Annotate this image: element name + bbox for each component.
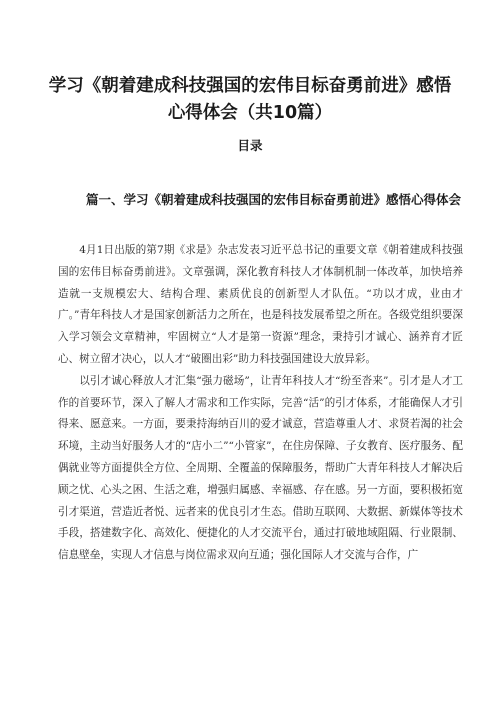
document-title: 学习《朝着建成科技强国的宏伟目标奋勇前进》感悟心得体会（共10篇） [48, 76, 452, 123]
body-text [58, 240, 463, 567]
paragraph: 4月1日出版的第7期《求是》杂志发表习近平总书记的重要文章《朝着建成科技强国的宏伟目标奋勇前进》。文章强调，深化教育科技人才体制机制一体改革，加快培养造就一支规模宏大、结构合理、素质优良的创新型人才队伍。“功以才成，业由才广。”青年科技人才是国家创新活力之所在，也是科技发展希望之所在。各级党组织要深入学习领会文章精神，牢固树立“人才是第一资源”理念，秉持引才诚心、涵养育才匠心、树立留才决心，以人才“破圈出彩”助力科技强国建设大放异彩。 [58, 244, 463, 365]
paragraph: 以引才诚心释放人才汇集“强力磁场”，让青年科技人才“纷至沓来”。引才是人才工作的首要环节，深入了解人才需求和工作实际，完善“活”的引才体系，才能确保人才引得来、愿意来。一方面，要秉持海纳百川的爱才诚意，营造尊重人才、求贤若渴的社会环境，主动当好服务人才的“店小二”“小管家”，在住房保障、子女教育、医疗服务、配偶就业等方面提供全方位、全周期、全覆盖的保障服务，帮助广大青年科技人才解决后顾之忧、心头之困、生活之难，增强归属感、幸福感、存在感。另一方面，要积极拓宽引才渠道，营造近者悦、远者来的优良引才生态。借助互联网、大数据、新媒体等技术手段，搭建数字化、高效化、便捷化的人才交流平台，通过打破地域阻隔、行业限制、信息壁垒，实现人才信息与岗位需求双向互通；强化国际人才交流与合作，广 [58, 374, 463, 562]
section-heading: 篇一、学习《朝着建成科技强国的宏伟目标奋勇前进》感悟心得体会 [86, 192, 462, 207]
toc-heading: 目录 [237, 138, 263, 153]
